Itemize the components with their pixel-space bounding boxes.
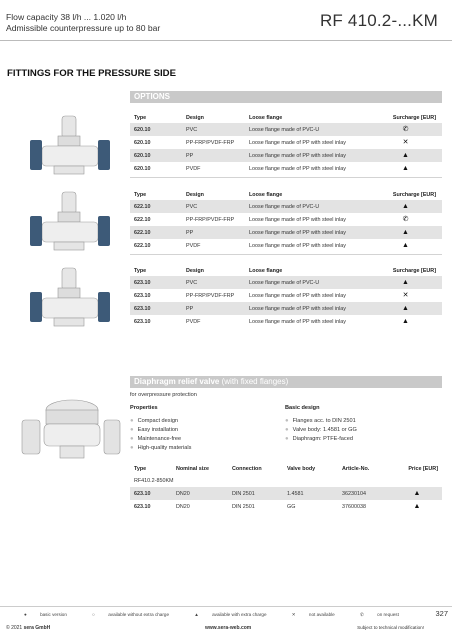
size-cell: DN20: [172, 487, 228, 500]
design-cell: PP-FRP/PVDF-FRP: [186, 216, 235, 223]
free-option-icon: ○: [92, 612, 95, 617]
copyright: [6, 625, 50, 631]
legend: [24, 612, 423, 618]
design-cell: PP: [182, 226, 245, 239]
type-cell: 623.10: [130, 276, 182, 289]
type-cell: 620.10: [130, 149, 182, 162]
type-cell: 622.10: [134, 242, 151, 249]
diaphragm-table: [130, 464, 442, 513]
legend-free: [92, 612, 181, 617]
table-row: [130, 302, 442, 315]
type-cell: 620.10: [134, 165, 151, 172]
options-table-620: [130, 113, 442, 175]
subject-note: Subject to technical modification!: [357, 625, 424, 630]
type-cell: 620.10: [134, 139, 151, 146]
header-flange: Loose flange: [249, 115, 283, 121]
legend-request-label: on request: [377, 612, 399, 617]
header-nominal-size: Nominal size: [176, 466, 209, 472]
legend-basic-label: basic version: [40, 612, 67, 617]
legend-na: [292, 612, 347, 617]
model-row: [130, 474, 442, 487]
model-title: RF 410.2-...KM: [319, 11, 438, 30]
type-cell: 622.10: [134, 216, 151, 223]
properties-list: [130, 417, 191, 453]
table-row: [130, 162, 442, 175]
header-article-no: Article-No.: [342, 466, 370, 472]
type-cell: 623.10: [130, 302, 182, 315]
flange-cell: Loose flange made of PP with steel inlay: [249, 139, 346, 146]
flange-cell: Loose flange made of PP with steel inlay: [249, 242, 346, 249]
list-item: ● Valve body: 1.4581 or GG: [285, 426, 357, 435]
copyright-year: © 2021: [6, 625, 23, 631]
group-divider: [130, 254, 442, 255]
group-divider: [130, 177, 442, 178]
design-cell: PVC: [182, 200, 245, 213]
article-cell: 37600038: [342, 503, 366, 510]
design-cell: PP: [182, 149, 245, 162]
table-row: [130, 289, 442, 302]
website-link[interactable]: www.sera-web.com: [205, 625, 252, 631]
size-cell: DN20: [176, 503, 190, 510]
type-cell: 623.10: [134, 318, 151, 325]
available-with-charge-icon: ▲: [402, 165, 409, 172]
type-cell: 622.10: [130, 200, 182, 213]
flange-cell: Loose flange made of PP with steel inlay: [245, 149, 365, 162]
legend-request: [360, 612, 411, 617]
diaphragm-valve-illustration: [14, 392, 122, 470]
flange-cell: Loose flange made of PP with steel inlay: [249, 216, 346, 223]
header-type: Type: [134, 466, 147, 472]
flange-cell: Loose flange made of PVC-U: [245, 200, 365, 213]
options-bar: [130, 91, 442, 103]
available-with-charge-icon: ▲: [413, 503, 421, 510]
table-row: [130, 239, 442, 252]
design-cell: PVDF: [186, 165, 201, 172]
not-available-icon: ✕: [291, 612, 296, 617]
design-cell: PP-FRP/PVDF-FRP: [186, 292, 235, 299]
table-row: [130, 500, 442, 513]
list-item: ● Diaphragm: PTFE-faced: [285, 435, 357, 444]
options-table-623: [130, 266, 442, 328]
connection-cell: DIN 2501: [232, 503, 255, 510]
header-flange: Loose flange: [249, 268, 283, 274]
table-row: [130, 487, 442, 500]
table-row: [130, 276, 442, 289]
legend-charge: [194, 612, 278, 617]
design-cell: PP: [182, 302, 245, 315]
table-header-row: [130, 190, 442, 200]
header-flange: Loose flange: [249, 192, 283, 198]
header-surcharge: Surcharge [EUR]: [392, 115, 436, 121]
flange-cell: Loose flange made of PP with steel inlay: [249, 165, 346, 172]
header-divider: [0, 40, 452, 41]
diaphragm-bar: [130, 376, 442, 388]
table-header-row: [130, 266, 442, 276]
list-item: ● Maintenance-free: [130, 435, 191, 444]
valve-illustration-3: [14, 264, 122, 332]
type-cell: 623.10: [130, 487, 172, 500]
table-row: [130, 149, 442, 162]
available-with-charge-icon: ▲: [402, 203, 409, 210]
design-cell: PVC: [182, 276, 245, 289]
list-item: ● Easy installation: [130, 426, 191, 435]
on-request-icon: ✆: [360, 612, 364, 617]
list-item: ● Compact design: [130, 417, 191, 426]
not-available-icon: ✕: [402, 139, 409, 146]
available-with-charge-icon: ▲: [402, 229, 409, 236]
available-with-charge-icon: ▲: [413, 490, 421, 497]
valve-illustration-1: [14, 110, 122, 178]
available-with-charge-icon: ▲: [402, 152, 409, 159]
type-cell: 622.10: [130, 226, 182, 239]
table-row: [130, 315, 442, 328]
design-cell: PVDF: [186, 242, 201, 249]
header-type: Type: [134, 115, 147, 121]
flange-cell: Loose flange made of PP with steel inlay: [245, 302, 365, 315]
table-row: [130, 200, 442, 213]
header-connection: Connection: [232, 466, 262, 472]
basic-design-label: Basic design: [285, 405, 320, 411]
header-valve-body: Valve body: [287, 466, 316, 472]
connection-cell: DIN 2501: [228, 487, 283, 500]
flange-cell: Loose flange made of PVC-U: [245, 123, 365, 136]
header-surcharge: Surcharge [EUR]: [392, 268, 436, 274]
basic-version-icon: ●: [24, 612, 27, 617]
options-title: OPTIONS: [134, 92, 171, 101]
flow-capacity-text: Flow capacity 38 l/h ... 1.020 l/h: [6, 12, 127, 22]
header-design: Design: [186, 192, 204, 198]
header-design: Design: [186, 268, 204, 274]
diaphragm-subtitle: for overpressure protection: [130, 392, 197, 398]
valve-body-cell: 1.4581: [283, 487, 338, 500]
diaphragm-title: Diaphragm relief valve: [134, 377, 220, 386]
legend-free-label: available without extra charge: [108, 612, 169, 617]
available-with-charge-icon: ▲: [402, 279, 409, 286]
list-item: ● Flanges acc. to DIN 2501: [285, 417, 357, 426]
article-cell: 36230104: [338, 487, 388, 500]
header-type: Type: [134, 192, 147, 198]
available-with-charge-icon: ▲: [402, 305, 409, 312]
counterpressure-text: Admissible counterpressure up to 80 bar: [6, 22, 161, 33]
flange-cell: Loose flange made of PVC-U: [245, 276, 365, 289]
design-cell: PP-FRP/PVDF-FRP: [186, 139, 235, 146]
charge-option-icon: ▲: [194, 612, 199, 617]
valve-illustration-2: [14, 186, 122, 256]
design-cell: PVC: [182, 123, 245, 136]
valve-body-cell: GG: [287, 503, 296, 510]
flange-cell: Loose flange made of PP with steel inlay: [249, 292, 346, 299]
type-cell: 623.10: [134, 292, 151, 299]
table-header-row: [130, 464, 442, 474]
legend-basic: [24, 612, 79, 617]
basic-design-list: [285, 417, 357, 444]
header-subtitle: [6, 12, 160, 33]
table-header-row: [130, 113, 442, 123]
header-price: Price [EUR]: [408, 466, 438, 472]
properties-label: Properties: [130, 405, 158, 411]
design-cell: PVDF: [186, 318, 201, 325]
list-item: ● High-quality materials: [130, 444, 191, 453]
type-cell: 620.10: [130, 123, 182, 136]
header-type: Type: [134, 268, 147, 274]
flange-cell: Loose flange made of PP with steel inlay: [249, 318, 346, 325]
section-title: FITTINGS FOR THE PRESSURE SIDE: [7, 68, 176, 79]
available-with-charge-icon: ▲: [402, 318, 409, 325]
legend-na-label: not available: [308, 612, 335, 617]
table-row: [130, 213, 442, 226]
not-available-icon: ✕: [402, 292, 409, 299]
table-row: [130, 226, 442, 239]
model-cell: RF410.2-850KM: [134, 477, 174, 484]
on-request-icon: ✆: [402, 126, 409, 133]
table-row: [130, 136, 442, 149]
diaphragm-title-suffix: (with fixed flanges): [219, 377, 289, 386]
company-name: sera GmbH: [23, 625, 51, 631]
on-request-icon: ✆: [402, 216, 409, 223]
type-cell: 623.10: [134, 503, 151, 510]
table-row: [130, 123, 442, 136]
page-number: 327: [435, 609, 448, 618]
header-surcharge: Surcharge [EUR]: [392, 192, 436, 198]
options-table-622: [130, 190, 442, 252]
header-design: Design: [186, 115, 204, 121]
footer-divider: [0, 606, 452, 607]
available-with-charge-icon: ▲: [402, 242, 409, 249]
legend-charge-label: available with extra charge: [212, 612, 267, 617]
flange-cell: Loose flange made of PP with steel inlay: [245, 226, 365, 239]
